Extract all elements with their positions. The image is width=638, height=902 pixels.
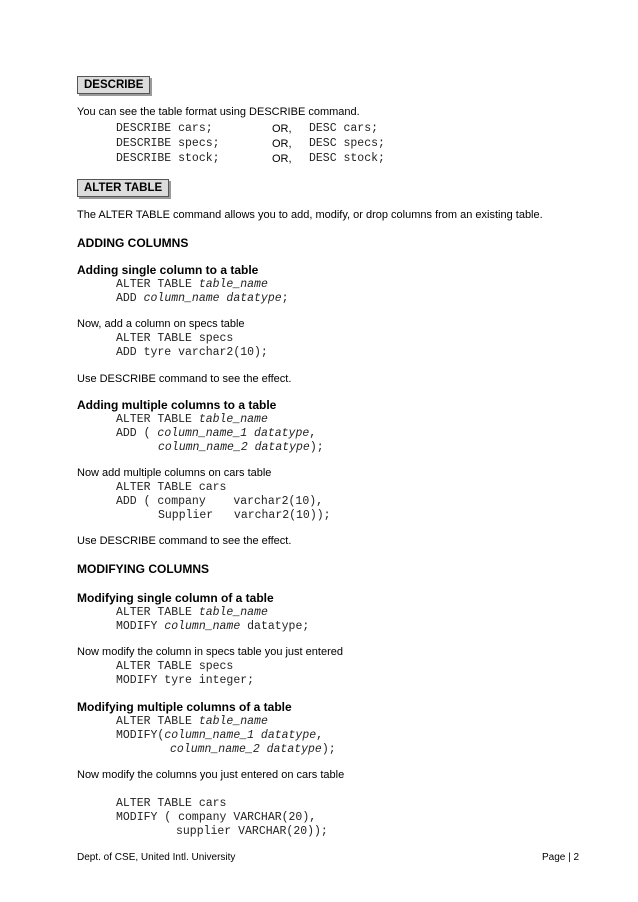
adding-ex2-line-1: ALTER TABLE cars	[116, 481, 227, 494]
adding-ex1-line-2: ADD tyre varchar2(10);	[116, 346, 268, 359]
adding-ex2-text: Now add multiple columns on cars table	[77, 467, 272, 479]
modifying-single-title: Modifying single column of a table	[77, 591, 274, 605]
describe-cmd-3: DESCRIBE stock;	[116, 152, 220, 165]
adding-ex1-text: Now, add a column on specs table	[77, 318, 245, 330]
modifying-heading: MODIFYING COLUMNS	[77, 562, 209, 576]
modifying-multi-line-3: column_name_2 datatype);	[170, 743, 336, 756]
adding-multi-title: Adding multiple columns to a table	[77, 398, 277, 412]
adding-ex2-line-2: ADD ( company varchar2(10),	[116, 495, 324, 508]
describe-alt-3: DESC stock;	[309, 152, 385, 165]
modifying-multi-line-2: MODIFY(column_name_1 datatype,	[116, 729, 324, 742]
describe-label: DESCRIBE	[77, 76, 150, 94]
modifying-ex1-line-1: ALTER TABLE specs	[116, 660, 234, 673]
describe-or-3: OR,	[272, 153, 292, 165]
modifying-ex1-line-2: MODIFY tyre integer;	[116, 674, 255, 687]
describe-intro: You can see the table format using DESCRIBE command.	[77, 106, 360, 118]
describe-or-2: OR,	[272, 138, 292, 150]
modifying-single-line-2: MODIFY column_name datatype;	[116, 620, 310, 633]
adding-multi-line-3: column_name_2 datatype);	[158, 441, 324, 454]
adding-ex2-line-3: Supplier varchar2(10));	[158, 509, 331, 522]
alter-label: ALTER TABLE	[77, 179, 169, 197]
adding-multi-line-1: ALTER TABLE table_name	[116, 413, 268, 426]
modifying-ex2-line-3: supplier VARCHAR(20));	[176, 825, 328, 838]
modifying-single-line-1: ALTER TABLE table_name	[116, 606, 268, 619]
adding-single-line-1: ALTER TABLE table_name	[116, 278, 268, 291]
adding-note-1: Use DESCRIBE command to see the effect.	[77, 373, 292, 385]
modifying-multi-line-1: ALTER TABLE table_name	[116, 715, 268, 728]
modifying-ex1-text: Now modify the column in specs table you just entered	[77, 646, 343, 658]
adding-heading: ADDING COLUMNS	[77, 236, 189, 250]
modifying-ex2-text: Now modify the columns you just entered on cars table	[77, 769, 345, 781]
modifying-ex2-line-1: ALTER TABLE cars	[116, 797, 227, 810]
describe-alt-2: DESC specs;	[309, 137, 385, 150]
describe-cmd-1: DESCRIBE cars;	[116, 122, 213, 135]
modifying-multi-title: Modifying multiple columns of a table	[77, 700, 292, 714]
modifying-ex2-line-2: MODIFY ( company VARCHAR(20),	[116, 811, 317, 824]
describe-alt-1: DESC cars;	[309, 122, 379, 135]
describe-cmd-2: DESCRIBE specs;	[116, 137, 220, 150]
adding-multi-line-2: ADD ( column_name_1 datatype,	[116, 427, 317, 440]
describe-or-1: OR,	[272, 123, 292, 135]
alter-intro: The ALTER TABLE command allows you to add, modify, or drop columns from an existing table.	[77, 209, 543, 221]
adding-ex1-line-1: ALTER TABLE specs	[116, 332, 234, 345]
adding-single-title: Adding single column to a table	[77, 263, 259, 277]
adding-single-line-2: ADD column_name datatype;	[116, 292, 289, 305]
footer-dept: Dept. of CSE, United Intl. University	[77, 852, 236, 863]
adding-note-2: Use DESCRIBE command to see the effect.	[77, 535, 292, 547]
footer-page-number: Page | 2	[542, 852, 580, 863]
